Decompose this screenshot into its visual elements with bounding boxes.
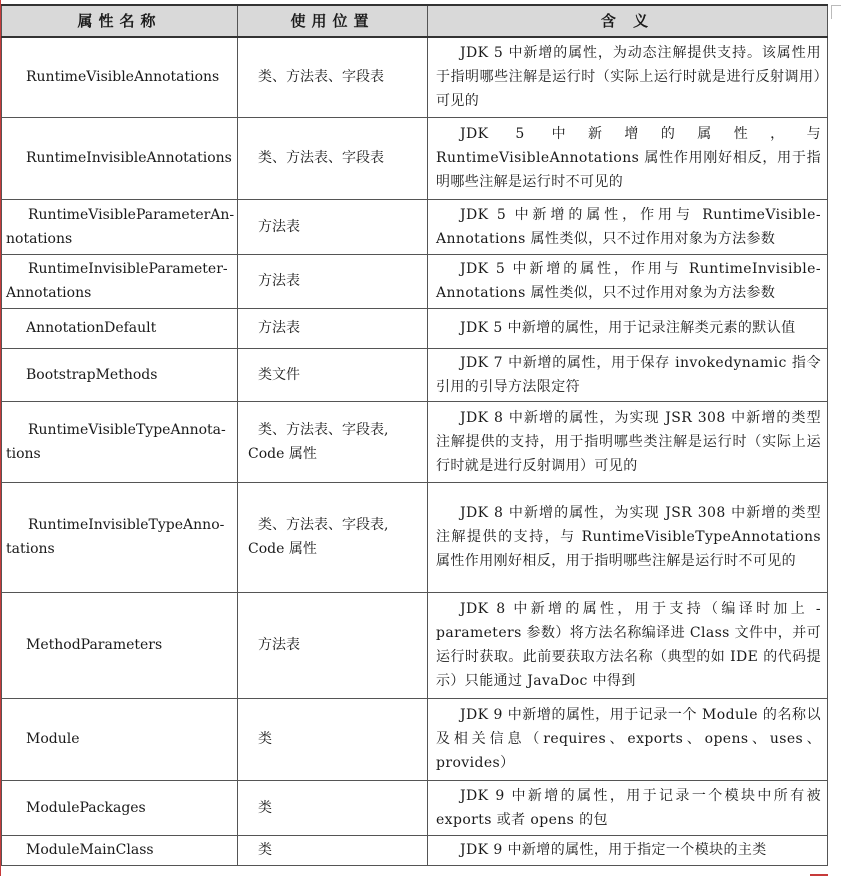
usage-position: 类 [238, 698, 428, 780]
attribute-name [2, 482, 238, 592]
attribute-meaning: JDK 5 中新增的属性，用于记录注解类元素的默认值 [428, 308, 828, 348]
usage-position-line: 类、方法表、字段表, [258, 421, 389, 438]
attribute-meaning: JDK 5 中新增的属性，作用与 RuntimeVisible-Annotations 属性类似，只不过作用对象为方法参数 [428, 199, 828, 254]
table-row [2, 835, 828, 865]
header-usage-position: 使用位置 [238, 5, 428, 37]
header-meaning: 含 义 [428, 5, 828, 37]
table-row [2, 401, 828, 482]
usage-position [238, 401, 428, 482]
attribute-name: AnnotationDefault [2, 308, 238, 348]
attribute-name [2, 401, 238, 482]
usage-position: 类文件 [238, 348, 428, 401]
attribute-meaning: JDK 9 中新增的属性，用于记录一个模块中所有被 exports 或者 opens 的包 [428, 780, 828, 835]
table-row [2, 254, 828, 308]
table-row [2, 199, 828, 254]
attribute-meaning: JDK 5 中新增的属性，与 RuntimeVisibleAnnotations 属性作用刚好相反，用于指明哪些注解是运行时不可见的 [428, 117, 828, 199]
header-attribute-name: 属性名称 [2, 5, 238, 37]
attribute-name-line: RuntimeInvisibleTypeAnno- [28, 517, 225, 533]
attribute-name-line: tations [6, 541, 55, 557]
attribute-name: ModuleMainClass [2, 835, 238, 865]
table-row [2, 348, 828, 401]
usage-position: 方法表 [238, 199, 428, 254]
corner-mark [831, 5, 841, 19]
attribute-meaning: JDK 8 中新增的属性，为实现 JSR 308 中新增的类型注解提供的支持，与 RuntimeVisibleTypeAnnotations 属性作用刚好相反，用于指明哪些注解是运行时不可见的 [428, 482, 828, 592]
usage-position: 方法表 [238, 254, 428, 308]
attribute-name: RuntimeInvisibleAnnotations [2, 117, 238, 199]
usage-position [238, 482, 428, 592]
attribute-name [2, 254, 238, 308]
table-row [2, 308, 828, 348]
attribute-meaning: JDK 9 中新增的属性，用于记录一个 Module 的名称以及相关信息（requires、exports、opens、uses、provides） [428, 698, 828, 780]
attribute-name-line: notations [6, 230, 73, 247]
usage-position: 类、方法表、字段表 [238, 117, 428, 199]
attribute-name-line: tions [6, 445, 41, 462]
attribute-name [2, 199, 238, 254]
attribute-name: Module [2, 698, 238, 780]
attribute-name-line: Annotations [6, 285, 92, 301]
attribute-name-line: RuntimeVisibleParameterAn- [28, 206, 235, 223]
usage-position-line: 类、方法表、字段表, [258, 517, 389, 533]
table-row [2, 37, 828, 117]
usage-position: 类 [238, 835, 428, 865]
table-row [2, 117, 828, 199]
attribute-meaning: JDK 8 中新增的属性，为实现 JSR 308 中新增的类型注解提供的支持，用于指明哪些类注解是运行时（实际上运行时就是进行反射调用）可见的 [428, 401, 828, 482]
attribute-name-line: RuntimeVisibleTypeAnnota- [28, 421, 226, 438]
attribute-meaning: JDK 9 中新增的属性，用于指定一个模块的主类 [428, 835, 828, 865]
attribute-table [1, 4, 828, 866]
attribute-name: MethodParameters [2, 592, 238, 698]
table-header-row [2, 5, 828, 37]
usage-position: 方法表 [238, 592, 428, 698]
table-row [2, 780, 828, 835]
table-row [2, 698, 828, 780]
attribute-meaning: JDK 5 中新增的属性，为动态注解提供支持。该属性用于指明哪些注解是运行时（实际上运行时就是进行反射调用）可见的 [428, 37, 828, 117]
attribute-meaning: JDK 5 中新增的属性，作用与 RuntimeInvisible-Annotations 属性类似，只不过作用对象为方法参数 [428, 254, 828, 308]
usage-position-line: Code 属性 [248, 445, 317, 462]
attribute-name-line: RuntimeInvisibleParameter- [28, 261, 228, 277]
table-row [2, 482, 828, 592]
attribute-name: ModulePackages [2, 780, 238, 835]
attribute-meaning: JDK 8 中新增的属性，用于支持（编译时加上 -parameters 参数）将方法名称编译进 Class 文件中，并可运行时获取。此前要获取方法名称（典型的如 IDE 的代码提示）只能通过 JavaDoc 中得到 [428, 592, 828, 698]
attribute-name: BootstrapMethods [2, 348, 238, 401]
usage-position: 方法表 [238, 308, 428, 348]
usage-position: 类 [238, 780, 428, 835]
attribute-meaning: JDK 7 中新增的属性，用于保存 invokedynamic 指令引用的引导方法限定符 [428, 348, 828, 401]
attribute-name: RuntimeVisibleAnnotations [2, 37, 238, 117]
usage-position-line: Code 属性 [248, 541, 317, 557]
table-row [2, 592, 828, 698]
usage-position: 类、方法表、字段表 [238, 37, 428, 117]
